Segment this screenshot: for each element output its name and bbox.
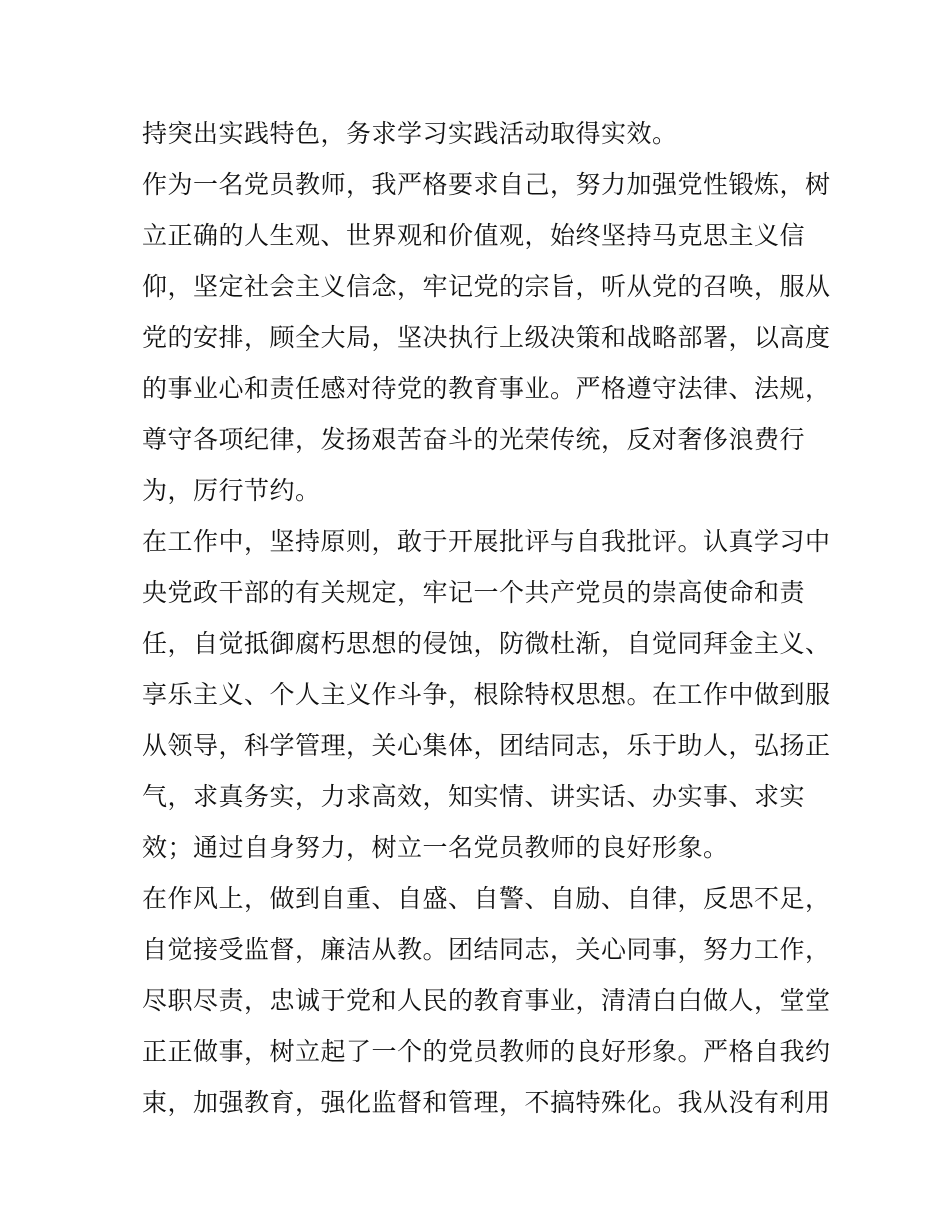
text-line: 立正确的人生观、世界观和价值观，始终坚持马克思主义信 xyxy=(142,221,806,250)
text-line: 自觉接受监督，廉洁从教。团结同志，关心同事，努力工作， xyxy=(142,935,831,964)
text-line: 正正做事，树立起了一个的党员教师的良好形象。严格自我约 xyxy=(142,1037,831,1066)
text-line: 持突出实践特色，务求学习实践活动取得实效。 xyxy=(142,119,678,148)
text-line: 在作风上，做到自重、自盛、自警、自励、自律，反思不足， xyxy=(142,884,831,913)
text-line: 气，求真务实，力求高效，知实情、讲实话、办实事、求实 xyxy=(142,782,806,811)
text-line: 央党政干部的有关规定，牢记一个共产党员的崇高使命和责 xyxy=(142,578,806,607)
text-line: 仰，坚定社会主义信念，牢记党的宗旨，听从党的召唤，服从 xyxy=(142,272,831,301)
text-line: 党的安排，顾全大局，坚决执行上级决策和战略部署，以高度 xyxy=(142,323,831,352)
text-line: 束，加强教育，强化监督和管理，不搞特殊化。我从没有利用 xyxy=(142,1088,831,1117)
text-line: 效；通过自身努力，树立一名党员教师的良好形象。 xyxy=(142,833,729,862)
text-line: 作为一名党员教师，我严格要求自己，努力加强党性锻炼，树 xyxy=(142,170,831,199)
text-line: 尊守各项纪律，发扬艰苦奋斗的光荣传统，反对奢侈浪费行 xyxy=(142,425,806,454)
text-line: 的事业心和责任感对待党的教育事业。严格遵守法律、法规， xyxy=(142,374,831,403)
text-line: 任，自觉抵御腐朽思想的侵蚀，防微杜渐，自觉同拜金主义、 xyxy=(142,629,831,658)
body-text xyxy=(142,108,831,1128)
text-line: 尽职尽责，忠诚于党和人民的教育事业，清清白白做人，堂堂 xyxy=(142,986,831,1015)
text-line: 为，厉行节约。 xyxy=(142,476,321,505)
text-line: 从领导，科学管理，关心集体，团结同志，乐于助人，弘扬正 xyxy=(142,731,831,760)
text-line: 享乐主义、个人主义作斗争，根除特权思想。在工作中做到服 xyxy=(142,680,831,709)
text-line: 在工作中，坚持原则，敢于开展批评与自我批评。认真学习中 xyxy=(142,527,831,556)
